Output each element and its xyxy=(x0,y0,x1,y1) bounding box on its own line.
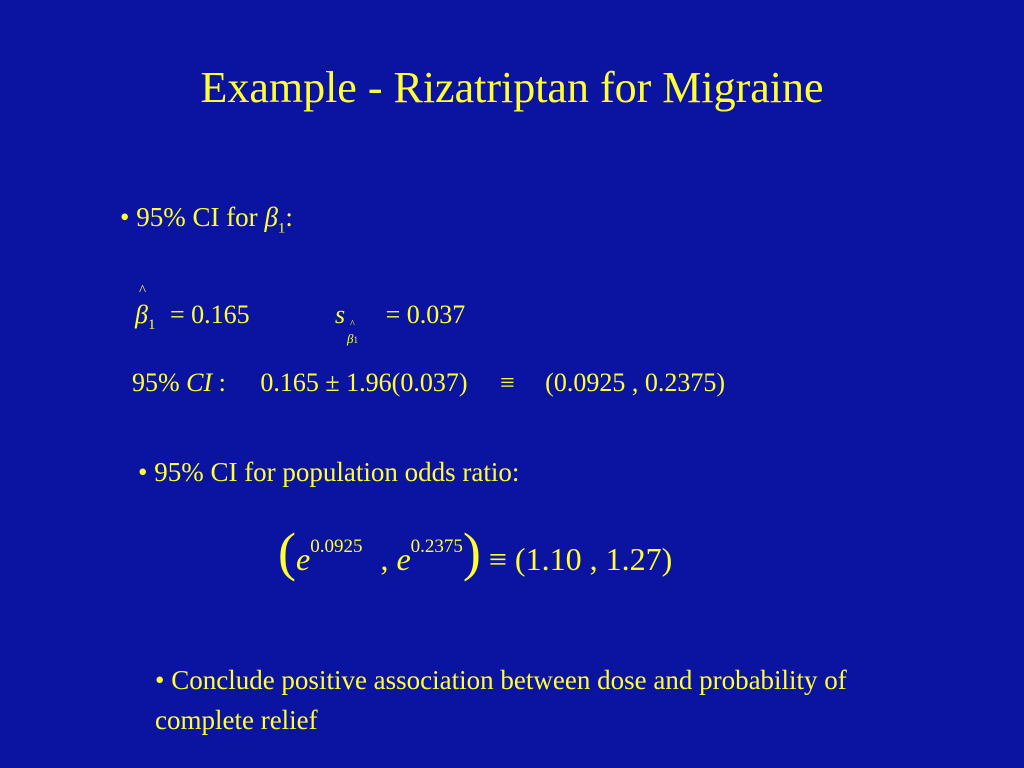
se-value: = 0.037 xyxy=(385,300,466,329)
se-estimate xyxy=(335,300,466,346)
bullet-ci-beta-text: 95% CI for xyxy=(136,202,265,232)
slide-title: Example - Rizatriptan for Migraine xyxy=(200,63,824,112)
bullet-marker: • xyxy=(120,202,130,232)
beta-hat-symbol: β xyxy=(135,300,148,329)
bullet-ci-beta-suffix: : xyxy=(285,202,293,232)
ci-result: (0.0925 , 0.2375) xyxy=(545,368,725,397)
ci-expression: 0.165 ± 1.96(0.037) xyxy=(260,368,468,397)
exp-base-1: e xyxy=(295,541,311,577)
beta-hat-subscript: 1 xyxy=(147,317,156,334)
hat-mark: ^ xyxy=(139,283,147,299)
equiv-symbol: ≡ xyxy=(488,541,507,577)
beta-hat-value: = 0.165 xyxy=(169,300,250,329)
equiv-symbol: ≡ xyxy=(500,368,515,397)
bullet-marker: • xyxy=(155,665,165,695)
ci-colon: : xyxy=(218,368,226,397)
bullet-conclusion-text: Conclude positive association between dose and probability of complete relief xyxy=(155,665,847,735)
exp-base-2: e xyxy=(396,541,411,577)
ci-abbrev: CI xyxy=(186,368,213,397)
bullet-ci-beta xyxy=(120,200,293,245)
ci-label: 95% xyxy=(132,368,180,397)
exponent-1: 0.0925 xyxy=(310,536,363,557)
bullet-odds-ratio xyxy=(138,455,519,489)
comma: , xyxy=(380,541,389,577)
beta-subscript: 1 xyxy=(277,220,286,237)
bullet-marker: • xyxy=(138,457,148,487)
beta-hat-estimate xyxy=(135,283,250,340)
bullet-odds-ratio-text: 95% CI for population odds ratio: xyxy=(154,457,520,487)
close-paren: ) xyxy=(462,522,481,582)
ci-computation xyxy=(132,368,725,398)
se-symbol: s xyxy=(335,300,346,329)
odds-ratio-formula xyxy=(278,520,672,586)
odds-ratio-result: (1.10 , 1.27) xyxy=(514,541,673,577)
se-subscript: ^ β1 xyxy=(347,319,358,346)
exponent-2: 0.2375 xyxy=(410,536,463,557)
bullet-conclusion xyxy=(155,660,875,740)
beta-symbol: β xyxy=(264,202,278,232)
open-paren: ( xyxy=(278,522,296,582)
